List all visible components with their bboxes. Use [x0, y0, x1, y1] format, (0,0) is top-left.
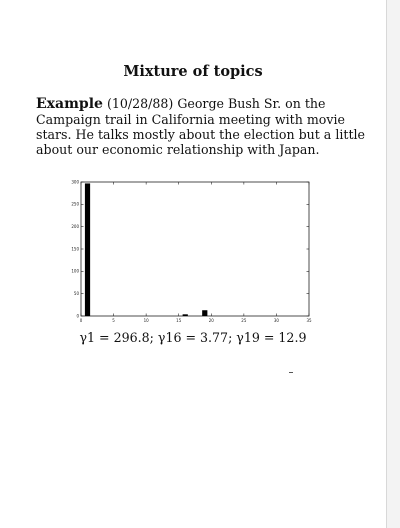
x-tick-label: 25 — [241, 318, 247, 323]
bar-chart — [64, 172, 322, 328]
x-tick-label: 0 — [79, 318, 83, 323]
page-edge — [386, 0, 400, 528]
x-tick-label: 30 — [273, 318, 279, 323]
y-tick-label: 200 — [71, 224, 79, 230]
y-tick-label: 100 — [71, 268, 79, 274]
y-tick-label: 0 — [76, 313, 79, 319]
example-text: (10/28/88) George Bush Sr. on the Campaign trail in California meeting with movie stars. He talks mostly about the election but a little about our economic relationship with Japan. — [36, 96, 365, 157]
gamma-caption: γ1 = 296.8; γ16 = 3.77; γ19 = 12.9 — [79, 330, 307, 345]
x-tick-label: 15 — [176, 318, 182, 323]
chart-svg — [64, 172, 322, 328]
y-tick-label: 300 — [71, 179, 79, 185]
slide-title: Mixture of topics — [123, 63, 263, 80]
bar — [183, 314, 188, 316]
x-tick-label: 10 — [143, 318, 149, 323]
bar — [202, 310, 207, 316]
x-tick-label: 5 — [112, 318, 115, 323]
plot-frame — [81, 182, 309, 316]
stray-mark — [289, 372, 293, 373]
y-tick-label: 50 — [73, 291, 79, 297]
example-paragraph — [36, 96, 376, 157]
x-tick-label: 35 — [306, 318, 312, 323]
y-tick-label: 250 — [71, 201, 79, 207]
bar — [85, 183, 90, 316]
x-tick-label: 20 — [208, 318, 214, 323]
y-tick-label: 150 — [71, 246, 79, 252]
example-label: Example — [36, 96, 103, 112]
